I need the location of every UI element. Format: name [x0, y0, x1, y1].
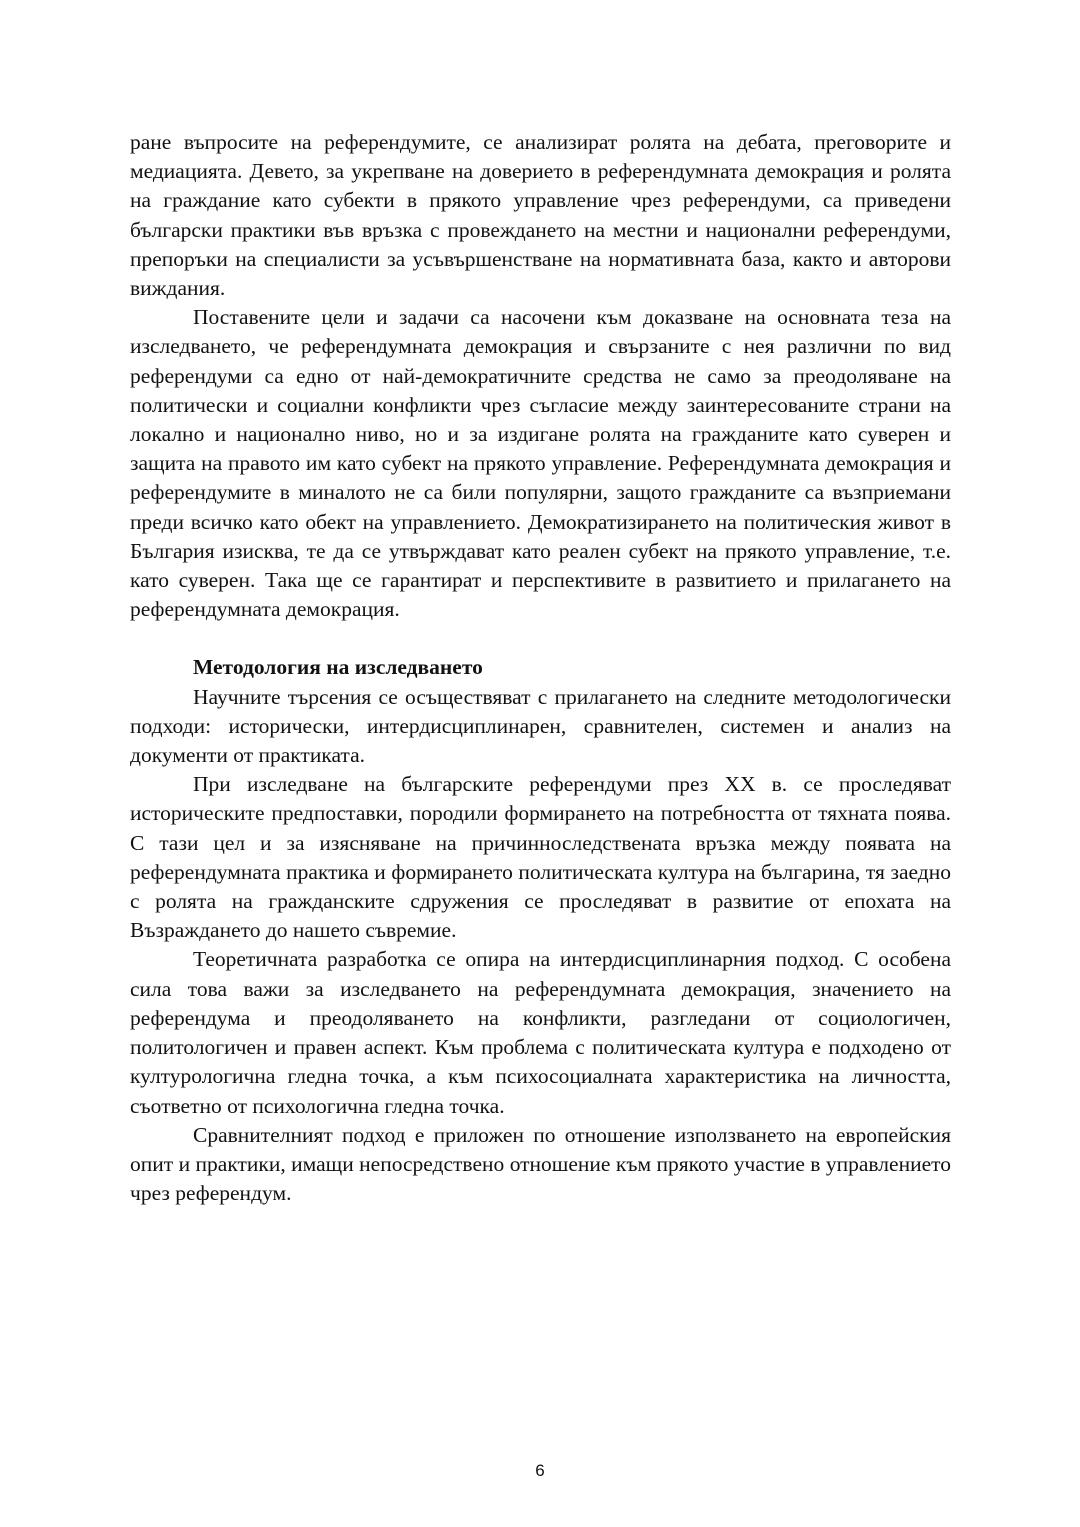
paragraph-thesis: Поставените цели и задачи са насочени към доказване на основната теза на изследването, че референдумната демокрация и свързаните с нея различни по вид референдуми са едно от най-демократичните средства не само за преодоляване на политически и социални конфликти чрез съгласие между заинтересованите страни на локално и национално ниво, но и за издигане ролята на гражданите като суверен и защита на правото им като субект на прякото управление. Референдумната демокрация и референдумите в миналото не са били популярни, защото гражданите са възприемани преди всичко като обект на управлението. Демократизирането на политическия живот в България изисква, те да се утвърждават като реален субект на прякото управление, т.е. като суверен. Така ще се гарантират и перспективите в развитието и прилагането на референдумната демокрация. [130, 305, 951, 622]
paragraph-comparative: Сравнителният подход е приложен по отношение използването на европейския опит и практики, имащи непосредствено отношение към прякото участие в управлението чрез референдум. [130, 1122, 951, 1206]
paragraph-methods: Научните търсения се осъществяват с прилагането на следните методологически подходи: исторически, интердисциплинарен, сравнителен, системен и анализ на документи от практиката. [130, 684, 951, 768]
section-heading-methodology: Методология на изследването [193, 655, 483, 680]
page-body [130, 128, 951, 1208]
paragraph-interdisciplinary: Теоретичната разработка се опира на интердисциплинарния подход. С особена сила това важи за изследването на референдумната демокрация, значението на референдума и преодоляването на конфликти, разгледани от социологичен, политологичен и правен аспект. Към проблема с политическата култура е подходено от културологична гледна точка, а към психосоциалната характеристика на личността, съответно от психологична гледна точка. [130, 947, 951, 1118]
paragraph-continuation: ране въпросите на референдумите, се анализират ролята на дебата, преговорите и медиацията. Девето, за укрепване на доверието в референдумната демокрация и ролята на граждание като субекти в прякото управление чрез референдуми, са приведени български практики във връзка с провеждането на местни и национални референдуми, препоръки на специалисти за усъвършенстване на нормативната база, както и авторови виждания. [130, 130, 951, 301]
paragraph-historical: При изследване на българските референдуми през ХХ в. се проследяват историческите предпоставки, породили формирането на потребността от тяхната поява. С тази цел и за изясняване на причинноследствената връзка между появата на референдумната практика и формирането политическата култура на българина, тя заедно с ролята на гражданските сдружения се проследяват в развитие от епохата на Възраждането до нашето съвремие. [130, 772, 951, 943]
page-number: 6 [535, 1461, 545, 1480]
